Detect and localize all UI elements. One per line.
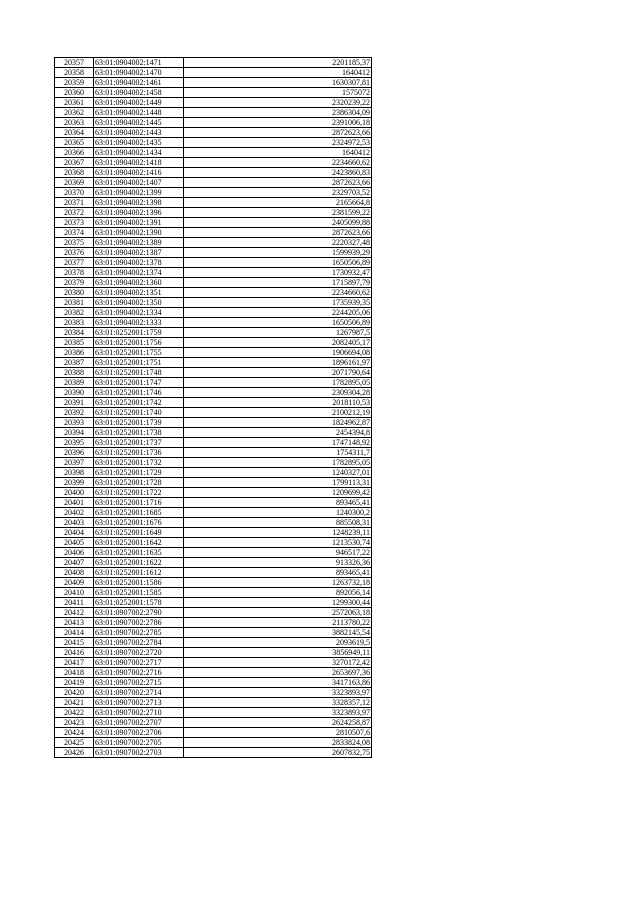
cadastral-number-cell: 63:01:0904002:1471 bbox=[94, 58, 184, 68]
value-cell: 2653697,36 bbox=[184, 668, 372, 678]
cadastral-number-cell: 63:01:0904002:1334 bbox=[94, 308, 184, 318]
cadastral-number-cell: 63:01:0252001:1732 bbox=[94, 458, 184, 468]
row-number-cell: 20382 bbox=[55, 308, 94, 318]
table-row bbox=[55, 608, 372, 618]
row-number-cell: 20388 bbox=[55, 368, 94, 378]
cadastral-number-cell: 63:01:0252001:1742 bbox=[94, 398, 184, 408]
value-cell: 2386304,09 bbox=[184, 108, 372, 118]
table-row bbox=[55, 368, 372, 378]
value-cell: 1299300,44 bbox=[184, 598, 372, 608]
value-cell: 1650506,89 bbox=[184, 258, 372, 268]
cadastral-number-cell: 63:01:0252001:1728 bbox=[94, 478, 184, 488]
table-row bbox=[55, 338, 372, 348]
row-number-cell: 20362 bbox=[55, 108, 94, 118]
row-number-cell: 20381 bbox=[55, 298, 94, 308]
row-number-cell: 20393 bbox=[55, 418, 94, 428]
value-cell: 2320239,22 bbox=[184, 98, 372, 108]
value-cell: 2391006,18 bbox=[184, 118, 372, 128]
cadastral-number-cell: 63:01:0904002:1461 bbox=[94, 78, 184, 88]
value-cell: 1715897,79 bbox=[184, 278, 372, 288]
row-number-cell: 20379 bbox=[55, 278, 94, 288]
row-number-cell: 20416 bbox=[55, 648, 94, 658]
value-cell: 3270172,42 bbox=[184, 658, 372, 668]
value-cell: 1267987,5 bbox=[184, 328, 372, 338]
data-table bbox=[54, 57, 372, 758]
value-cell: 2018110,53 bbox=[184, 398, 372, 408]
value-cell: 3328357,12 bbox=[184, 698, 372, 708]
value-cell: 946517,22 bbox=[184, 548, 372, 558]
row-number-cell: 20387 bbox=[55, 358, 94, 368]
row-number-cell: 20399 bbox=[55, 478, 94, 488]
value-cell: 2423860,83 bbox=[184, 168, 372, 178]
cadastral-number-cell: 63:01:0907002:2710 bbox=[94, 708, 184, 718]
table-row bbox=[55, 678, 372, 688]
row-number-cell: 20419 bbox=[55, 678, 94, 688]
table-row bbox=[55, 728, 372, 738]
cadastral-number-cell: 63:01:0907002:2786 bbox=[94, 618, 184, 628]
row-number-cell: 20403 bbox=[55, 518, 94, 528]
table-row bbox=[55, 88, 372, 98]
table-row bbox=[55, 388, 372, 398]
cadastral-number-cell: 63:01:0252001:1739 bbox=[94, 418, 184, 428]
table-row bbox=[55, 598, 372, 608]
cadastral-number-cell: 63:01:0904002:1360 bbox=[94, 278, 184, 288]
value-cell: 913326,36 bbox=[184, 558, 372, 568]
cadastral-number-cell: 63:01:0907002:2713 bbox=[94, 698, 184, 708]
cadastral-number-cell: 63:01:0904002:1416 bbox=[94, 168, 184, 178]
row-number-cell: 20367 bbox=[55, 158, 94, 168]
value-cell: 1896161,97 bbox=[184, 358, 372, 368]
cadastral-number-cell: 63:01:0252001:1676 bbox=[94, 518, 184, 528]
cadastral-number-cell: 63:01:0904002:1449 bbox=[94, 98, 184, 108]
cadastral-number-cell: 63:01:0252001:1685 bbox=[94, 508, 184, 518]
row-number-cell: 20378 bbox=[55, 268, 94, 278]
cadastral-number-cell: 63:01:0907002:2784 bbox=[94, 638, 184, 648]
cadastral-number-cell: 63:01:0252001:1748 bbox=[94, 368, 184, 378]
row-number-cell: 20397 bbox=[55, 458, 94, 468]
table-row bbox=[55, 738, 372, 748]
value-cell: 2810507,6 bbox=[184, 728, 372, 738]
row-number-cell: 20415 bbox=[55, 638, 94, 648]
cadastral-number-cell: 63:01:0252001:1716 bbox=[94, 498, 184, 508]
row-number-cell: 20365 bbox=[55, 138, 94, 148]
table-row bbox=[55, 358, 372, 368]
cadastral-number-cell: 63:01:0904002:1374 bbox=[94, 268, 184, 278]
value-cell: 1799113,31 bbox=[184, 478, 372, 488]
table-row bbox=[55, 628, 372, 638]
row-number-cell: 20423 bbox=[55, 718, 94, 728]
value-cell: 893465,41 bbox=[184, 498, 372, 508]
table-row bbox=[55, 218, 372, 228]
value-cell: 2113780,22 bbox=[184, 618, 372, 628]
row-number-cell: 20411 bbox=[55, 598, 94, 608]
table-row bbox=[55, 168, 372, 178]
value-cell: 1575072 bbox=[184, 88, 372, 98]
row-number-cell: 20413 bbox=[55, 618, 94, 628]
table-row bbox=[55, 118, 372, 128]
row-number-cell: 20404 bbox=[55, 528, 94, 538]
table-row bbox=[55, 648, 372, 658]
value-cell: 1747148,92 bbox=[184, 438, 372, 448]
table-row bbox=[55, 198, 372, 208]
cadastral-number-cell: 63:01:0252001:1722 bbox=[94, 488, 184, 498]
value-cell: 1782895,05 bbox=[184, 378, 372, 388]
row-number-cell: 20380 bbox=[55, 288, 94, 298]
cadastral-number-cell: 63:01:0252001:1585 bbox=[94, 588, 184, 598]
cadastral-number-cell: 63:01:0252001:1586 bbox=[94, 578, 184, 588]
value-cell: 885508,31 bbox=[184, 518, 372, 528]
table-row bbox=[55, 698, 372, 708]
value-cell: 2100212,19 bbox=[184, 408, 372, 418]
row-number-cell: 20405 bbox=[55, 538, 94, 548]
table-row bbox=[55, 638, 372, 648]
value-cell: 1240300,2 bbox=[184, 508, 372, 518]
value-cell: 1735939,35 bbox=[184, 298, 372, 308]
cadastral-number-cell: 63:01:0907002:2715 bbox=[94, 678, 184, 688]
value-cell: 2833824,08 bbox=[184, 738, 372, 748]
row-number-cell: 20391 bbox=[55, 398, 94, 408]
value-cell: 1240327,01 bbox=[184, 468, 372, 478]
table-row bbox=[55, 428, 372, 438]
row-number-cell: 20384 bbox=[55, 328, 94, 338]
value-cell: 892056,14 bbox=[184, 588, 372, 598]
cadastral-number-cell: 63:01:0252001:1738 bbox=[94, 428, 184, 438]
value-cell: 2624258,87 bbox=[184, 718, 372, 728]
row-number-cell: 20417 bbox=[55, 658, 94, 668]
value-cell: 1906694,08 bbox=[184, 348, 372, 358]
table-row bbox=[55, 308, 372, 318]
cadastral-number-cell: 63:01:0904002:1378 bbox=[94, 258, 184, 268]
row-number-cell: 20373 bbox=[55, 218, 94, 228]
value-cell: 1630307,81 bbox=[184, 78, 372, 88]
row-number-cell: 20425 bbox=[55, 738, 94, 748]
table-row bbox=[55, 568, 372, 578]
table-row bbox=[55, 78, 372, 88]
table-row bbox=[55, 558, 372, 568]
row-number-cell: 20364 bbox=[55, 128, 94, 138]
row-number-cell: 20372 bbox=[55, 208, 94, 218]
cadastral-number-cell: 63:01:0904002:1445 bbox=[94, 118, 184, 128]
row-number-cell: 20363 bbox=[55, 118, 94, 128]
cadastral-number-cell: 63:01:0907002:2706 bbox=[94, 728, 184, 738]
cadastral-number-cell: 63:01:0252001:1622 bbox=[94, 558, 184, 568]
row-number-cell: 20421 bbox=[55, 698, 94, 708]
row-number-cell: 20402 bbox=[55, 508, 94, 518]
row-number-cell: 20395 bbox=[55, 438, 94, 448]
row-number-cell: 20366 bbox=[55, 148, 94, 158]
cadastral-number-cell: 63:01:0904002:1443 bbox=[94, 128, 184, 138]
row-number-cell: 20377 bbox=[55, 258, 94, 268]
row-number-cell: 20400 bbox=[55, 488, 94, 498]
table-row bbox=[55, 418, 372, 428]
cadastral-number-cell: 63:01:0904002:1387 bbox=[94, 248, 184, 258]
table-row bbox=[55, 538, 372, 548]
table-row bbox=[55, 468, 372, 478]
table-row bbox=[55, 178, 372, 188]
row-number-cell: 20375 bbox=[55, 238, 94, 248]
value-cell: 1754311,7 bbox=[184, 448, 372, 458]
cadastral-number-cell: 63:01:0252001:1756 bbox=[94, 338, 184, 348]
table-row bbox=[55, 528, 372, 538]
cadastral-number-cell: 63:01:0252001:1578 bbox=[94, 598, 184, 608]
cadastral-number-cell: 63:01:0904002:1470 bbox=[94, 68, 184, 78]
value-cell: 1824962,87 bbox=[184, 418, 372, 428]
value-cell: 1213530,74 bbox=[184, 538, 372, 548]
table-row bbox=[55, 138, 372, 148]
cadastral-number-cell: 63:01:0904002:1448 bbox=[94, 108, 184, 118]
table-row bbox=[55, 578, 372, 588]
cadastral-number-cell: 63:01:0252001:1755 bbox=[94, 348, 184, 358]
table-row bbox=[55, 258, 372, 268]
table-row bbox=[55, 478, 372, 488]
row-number-cell: 20383 bbox=[55, 318, 94, 328]
table-row bbox=[55, 268, 372, 278]
value-cell: 2071790,64 bbox=[184, 368, 372, 378]
row-number-cell: 20394 bbox=[55, 428, 94, 438]
row-number-cell: 20359 bbox=[55, 78, 94, 88]
cadastral-number-cell: 63:01:0252001:1736 bbox=[94, 448, 184, 458]
cadastral-number-cell: 63:01:0904002:1390 bbox=[94, 228, 184, 238]
row-number-cell: 20408 bbox=[55, 568, 94, 578]
value-cell: 1650506,89 bbox=[184, 318, 372, 328]
value-cell: 893465,41 bbox=[184, 568, 372, 578]
table-body bbox=[55, 58, 372, 758]
value-cell: 2234660,62 bbox=[184, 158, 372, 168]
row-number-cell: 20414 bbox=[55, 628, 94, 638]
cadastral-number-cell: 63:01:0904002:1399 bbox=[94, 188, 184, 198]
value-cell: 2220327,48 bbox=[184, 238, 372, 248]
table-row bbox=[55, 658, 372, 668]
table-row bbox=[55, 548, 372, 558]
cadastral-number-cell: 63:01:0904002:1389 bbox=[94, 238, 184, 248]
row-number-cell: 20385 bbox=[55, 338, 94, 348]
value-cell: 2244205,06 bbox=[184, 308, 372, 318]
value-cell: 2082405,17 bbox=[184, 338, 372, 348]
table-row bbox=[55, 188, 372, 198]
row-number-cell: 20396 bbox=[55, 448, 94, 458]
table-row bbox=[55, 398, 372, 408]
value-cell: 2872623,66 bbox=[184, 178, 372, 188]
cadastral-number-cell: 63:01:0904002:1418 bbox=[94, 158, 184, 168]
row-number-cell: 20426 bbox=[55, 748, 94, 758]
cadastral-number-cell: 63:01:0904002:1398 bbox=[94, 198, 184, 208]
cadastral-number-cell: 63:01:0904002:1434 bbox=[94, 148, 184, 158]
cadastral-number-cell: 63:01:0252001:1740 bbox=[94, 408, 184, 418]
cadastral-number-cell: 63:01:0904002:1407 bbox=[94, 178, 184, 188]
row-number-cell: 20409 bbox=[55, 578, 94, 588]
table-row bbox=[55, 298, 372, 308]
row-number-cell: 20410 bbox=[55, 588, 94, 598]
row-number-cell: 20424 bbox=[55, 728, 94, 738]
table-row bbox=[55, 108, 372, 118]
row-number-cell: 20390 bbox=[55, 388, 94, 398]
row-number-cell: 20371 bbox=[55, 198, 94, 208]
value-cell: 2572063,18 bbox=[184, 608, 372, 618]
value-cell: 2309304,28 bbox=[184, 388, 372, 398]
table-row bbox=[55, 128, 372, 138]
table-row bbox=[55, 378, 372, 388]
value-cell: 2234660,62 bbox=[184, 288, 372, 298]
value-cell: 2405099,88 bbox=[184, 218, 372, 228]
value-cell: 2329703,52 bbox=[184, 188, 372, 198]
cadastral-number-cell: 63:01:0907002:2717 bbox=[94, 658, 184, 668]
value-cell: 3323893,97 bbox=[184, 708, 372, 718]
value-cell: 2324972,53 bbox=[184, 138, 372, 148]
row-number-cell: 20407 bbox=[55, 558, 94, 568]
value-cell: 2454394,8 bbox=[184, 428, 372, 438]
cadastral-number-cell: 63:01:0907002:2790 bbox=[94, 608, 184, 618]
table-row bbox=[55, 158, 372, 168]
value-cell: 1782895,05 bbox=[184, 458, 372, 468]
row-number-cell: 20392 bbox=[55, 408, 94, 418]
cadastral-number-cell: 63:01:0907002:2720 bbox=[94, 648, 184, 658]
row-number-cell: 20406 bbox=[55, 548, 94, 558]
table-row bbox=[55, 148, 372, 158]
cadastral-number-cell: 63:01:0252001:1746 bbox=[94, 388, 184, 398]
cadastral-number-cell: 63:01:0907002:2705 bbox=[94, 738, 184, 748]
cadastral-number-cell: 63:01:0252001:1747 bbox=[94, 378, 184, 388]
value-cell: 1248239,11 bbox=[184, 528, 372, 538]
row-number-cell: 20357 bbox=[55, 58, 94, 68]
table-row bbox=[55, 488, 372, 498]
row-number-cell: 20398 bbox=[55, 468, 94, 478]
cadastral-number-cell: 63:01:0252001:1759 bbox=[94, 328, 184, 338]
row-number-cell: 20358 bbox=[55, 68, 94, 78]
table-row bbox=[55, 498, 372, 508]
cadastral-number-cell: 63:01:0904002:1333 bbox=[94, 318, 184, 328]
cadastral-number-cell: 63:01:0904002:1396 bbox=[94, 208, 184, 218]
value-cell: 3417163,86 bbox=[184, 678, 372, 688]
cadastral-number-cell: 63:01:0907002:2707 bbox=[94, 718, 184, 728]
row-number-cell: 20420 bbox=[55, 688, 94, 698]
cadastral-number-cell: 63:01:0904002:1435 bbox=[94, 138, 184, 148]
table-row bbox=[55, 668, 372, 678]
value-cell: 3856949,11 bbox=[184, 648, 372, 658]
row-number-cell: 20376 bbox=[55, 248, 94, 258]
table-row bbox=[55, 588, 372, 598]
row-number-cell: 20370 bbox=[55, 188, 94, 198]
table-row bbox=[55, 288, 372, 298]
cadastral-number-cell: 63:01:0252001:1642 bbox=[94, 538, 184, 548]
value-cell: 2165664,8 bbox=[184, 198, 372, 208]
value-cell: 1730932,47 bbox=[184, 268, 372, 278]
table-row bbox=[55, 518, 372, 528]
table-row bbox=[55, 318, 372, 328]
row-number-cell: 20360 bbox=[55, 88, 94, 98]
row-number-cell: 20412 bbox=[55, 608, 94, 618]
cadastral-number-cell: 63:01:0904002:1350 bbox=[94, 298, 184, 308]
value-cell: 2201185,37 bbox=[184, 58, 372, 68]
cadastral-number-cell: 63:01:0252001:1649 bbox=[94, 528, 184, 538]
value-cell: 1209699,42 bbox=[184, 488, 372, 498]
value-cell: 3323893,97 bbox=[184, 688, 372, 698]
value-cell: 2381599,22 bbox=[184, 208, 372, 218]
row-number-cell: 20361 bbox=[55, 98, 94, 108]
row-number-cell: 20368 bbox=[55, 168, 94, 178]
table-row bbox=[55, 708, 372, 718]
table-row bbox=[55, 348, 372, 358]
cadastral-number-cell: 63:01:0252001:1751 bbox=[94, 358, 184, 368]
row-number-cell: 20401 bbox=[55, 498, 94, 508]
table-row bbox=[55, 248, 372, 258]
table-row bbox=[55, 228, 372, 238]
table-row bbox=[55, 458, 372, 468]
table-row bbox=[55, 58, 372, 68]
table-row bbox=[55, 508, 372, 518]
table-row bbox=[55, 438, 372, 448]
value-cell: 1263732,18 bbox=[184, 578, 372, 588]
value-cell: 2872623,66 bbox=[184, 228, 372, 238]
table-row bbox=[55, 98, 372, 108]
table-row bbox=[55, 238, 372, 248]
cadastral-number-cell: 63:01:0907002:2703 bbox=[94, 748, 184, 758]
row-number-cell: 20389 bbox=[55, 378, 94, 388]
table-row bbox=[55, 448, 372, 458]
cadastral-number-cell: 63:01:0252001:1729 bbox=[94, 468, 184, 478]
cadastral-number-cell: 63:01:0252001:1635 bbox=[94, 548, 184, 558]
table-row bbox=[55, 718, 372, 728]
table-row bbox=[55, 748, 372, 758]
row-number-cell: 20386 bbox=[55, 348, 94, 358]
cadastral-number-cell: 63:01:0904002:1458 bbox=[94, 88, 184, 98]
table-row bbox=[55, 68, 372, 78]
table-row bbox=[55, 278, 372, 288]
cadastral-number-cell: 63:01:0252001:1737 bbox=[94, 438, 184, 448]
cadastral-number-cell: 63:01:0904002:1351 bbox=[94, 288, 184, 298]
value-cell: 2607832,75 bbox=[184, 748, 372, 758]
value-cell: 1599939,29 bbox=[184, 248, 372, 258]
cadastral-number-cell: 63:01:0252001:1612 bbox=[94, 568, 184, 578]
cadastral-number-cell: 63:01:0907002:2716 bbox=[94, 668, 184, 678]
value-cell: 1640412 bbox=[184, 148, 372, 158]
value-cell: 1640412 bbox=[184, 68, 372, 78]
row-number-cell: 20369 bbox=[55, 178, 94, 188]
value-cell: 3882145,54 bbox=[184, 628, 372, 638]
value-cell: 2093619,5 bbox=[184, 638, 372, 648]
cadastral-number-cell: 63:01:0907002:2785 bbox=[94, 628, 184, 638]
table-row bbox=[55, 208, 372, 218]
row-number-cell: 20374 bbox=[55, 228, 94, 238]
table-row bbox=[55, 688, 372, 698]
table-row bbox=[55, 328, 372, 338]
value-cell: 2872623,66 bbox=[184, 128, 372, 138]
row-number-cell: 20422 bbox=[55, 708, 94, 718]
row-number-cell: 20418 bbox=[55, 668, 94, 678]
table-row bbox=[55, 618, 372, 628]
cadastral-number-cell: 63:01:0907002:2714 bbox=[94, 688, 184, 698]
table-row bbox=[55, 408, 372, 418]
cadastral-number-cell: 63:01:0904002:1391 bbox=[94, 218, 184, 228]
